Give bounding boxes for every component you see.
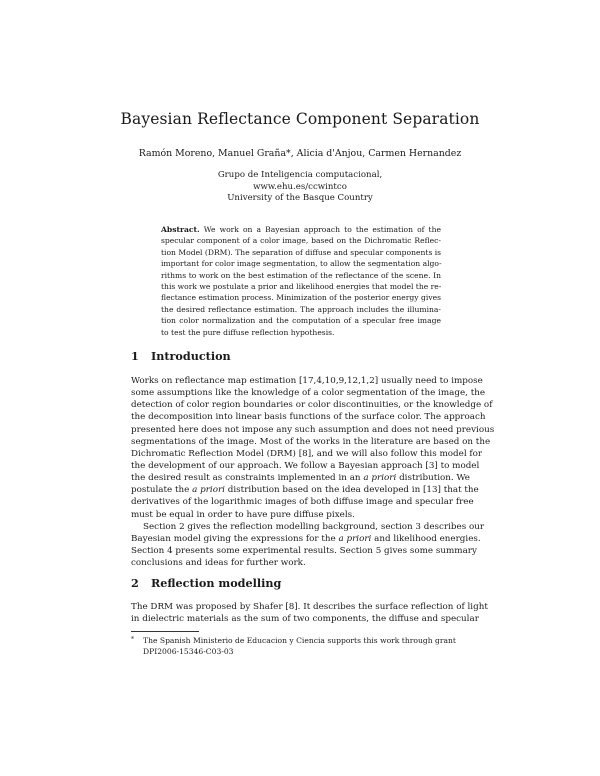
affiliation-line: Grupo de Inteligencia computacional, (217, 170, 383, 180)
abstract-line: important for color image segmentation, to allow the segmentation algo- (161, 259, 442, 269)
abstract-line: Abstract. We work on a Bayesian approach to the estimation of the (161, 225, 441, 234)
abstract-line: flectance estimation process. Minimization of the posterior energy gives (161, 293, 441, 303)
body-line: Bayesian model giving the expressions for the a priori and likelihood energies. (131, 533, 481, 544)
abstract-line: specular component of a color image, based on the Dichromatic Reflec- (161, 236, 441, 246)
section-number: 1 (131, 349, 139, 363)
body-line: Dichromatic Reflection Model (DRM) [8], and we will also follow this model for (131, 448, 483, 459)
body-line: Section 4 presents some experimental results. Section 5 gives some summary (131, 545, 477, 556)
introduction-body (131, 375, 495, 569)
abstract-line: to test the pure diffuse reflection hypothesis. (161, 327, 335, 337)
footnote-line: DPI2006-15346-C03-03 (143, 647, 234, 656)
body-line: the development of our approach. We follow a Bayesian approach [3] to model (131, 460, 480, 471)
section-title: Reflection modelling (151, 576, 282, 590)
abstract-line: the desired reflectance estimation. The approach includes the illumina- (161, 304, 441, 314)
abstract (161, 224, 441, 338)
paper-title: Bayesian Reflectance Component Separation (120, 110, 480, 128)
body-line: Section 2 gives the reflection modelling background, section 3 describes our (143, 521, 485, 532)
body-line: must be equal in order to have pure diffuse pixels. (131, 509, 355, 520)
body-line: derivatives of the logarithmic images of both diffuse image and specular free (131, 497, 474, 508)
body-line: in dielectric materials as the sum of two components, the diffuse and specular (131, 614, 479, 625)
body-line: presented here does not impose any such assumption and does not need previous (131, 424, 495, 435)
body-line: detection of color region boundaries or color discontinuities, or the knowledge of (131, 400, 493, 411)
affiliation-url[interactable]: www.ehu.es/ccwintco (253, 181, 347, 192)
abstract-line: rithms to work on the best estimation of the reflectance of the scene. In (161, 270, 441, 280)
reflection-modelling-body (131, 601, 488, 625)
body-line: Works on reflectance map estimation [17,4,10,9,12,1,2] usually need to impose (131, 376, 483, 386)
section-title: Introduction (151, 349, 231, 363)
body-line: conclusions and ideas for further work. (131, 558, 306, 569)
body-line: some assumptions like the knowledge of a color segmentation of the image, the (131, 388, 486, 399)
body-line: The DRM was proposed by Shafer [8]. It describes the surface reflection of light (131, 602, 488, 612)
footnote-mark: * (131, 636, 134, 643)
body-line: the decomposition into linear basis functions of the surface color. The approach (131, 412, 486, 423)
footnote-rule (131, 631, 199, 632)
affiliation-line: University of the Basque Country (227, 193, 373, 203)
body-line: segmentations of the image. Most of the works in the literature are based on the (131, 436, 491, 447)
abstract-line: this work we postulate a prior and likelihood energies that model the re- (161, 281, 442, 291)
abstract-line: tion Model (DRM). The separation of diffuse and specular components is (161, 247, 442, 257)
body-line: the desired result as constraints implemented in an a priori distribution. We (131, 473, 470, 484)
footnote (131, 634, 470, 657)
body-line: postulate the a priori distribution based on the idea developed in [13] that the (131, 485, 479, 496)
section-number: 2 (131, 576, 139, 590)
abstract-line: tion color normalization and the computation of a specular free image (161, 316, 441, 326)
author-list: Ramón Moreno, Manuel Graña*, Alicia d'Anjou, Carmen Hernandez (138, 148, 462, 159)
section-heading-introduction (131, 349, 231, 363)
abstract-label: Abstract. (161, 225, 200, 234)
footnote-line: * The Spanish Ministerio de Educacion y Ciencia supports this work through grant (131, 636, 456, 645)
section-heading-reflection-modelling (131, 576, 281, 590)
